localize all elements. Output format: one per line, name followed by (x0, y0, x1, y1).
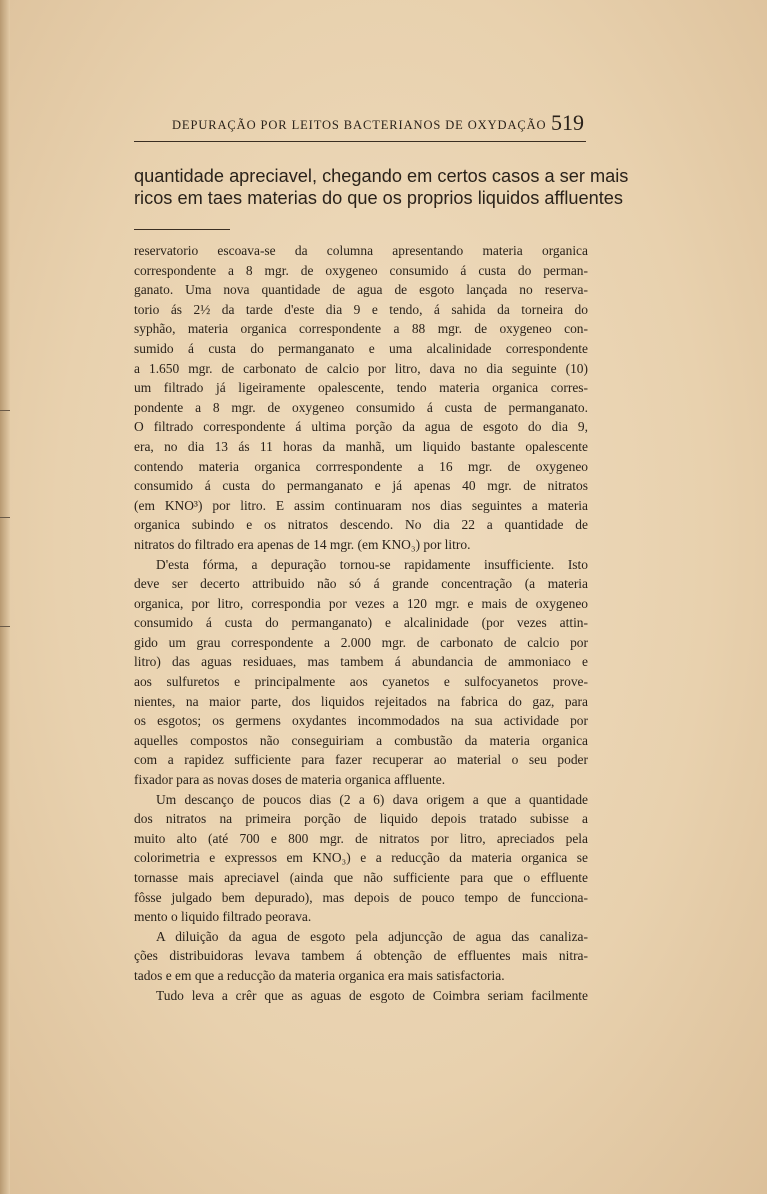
text-line: pondente a 8 mgr. de oxygeneo consumido á custa de permanganato. (134, 399, 588, 415)
text-line: Tudo leva a crêr que as aguas de esgoto de Coimbra seriam facilmente (156, 987, 588, 1003)
running-head: DEPURAÇÃO POR LEITOS BACTERIANOS DE OXYDAÇÃO (172, 118, 547, 132)
text-line: muito alto (até 700 e 800 mgr. de nitratos por litro, apreciados pela (134, 830, 588, 846)
text-line: era, no dia 13 ás 11 horas da manhã, um liquido bastante opalescente (134, 438, 588, 454)
text-line: litro) das aguas residuaes, mas tambem á abundancia de ammoniaco e (134, 654, 588, 670)
text-line: deve ser decerto attribuido não só á grande concentração (a materia (134, 576, 588, 592)
text-line: tornasse mais apreciavel (ainda que não sufficiente para que o effluente (134, 870, 588, 885)
text-line: consumido á custa do permanganato e já apenas 40 mgr. de nitratos (134, 478, 588, 494)
text-line: mento o liquido filtrado peorava. (134, 909, 312, 925)
text-line: um filtrado já ligeiramente opalescente, tendo materia organica corres- (134, 380, 588, 396)
text-line: O filtrado correspondente á ultima porção da agua de esgoto do dia 9, (134, 419, 588, 435)
text-line: consumido á custa do permanganato) e alcalinidade (por vezes attin- (134, 615, 588, 631)
text-line: D'esta fórma, a depuração tornou-se rapidamente insufficiente. Isto (156, 556, 588, 572)
text-line: reservatorio escoava-se da columna apresentando materia organica (134, 243, 588, 258)
lead-line: quantidade apreciavel, chegando em certos casos a ser mais (134, 166, 629, 186)
page-edge (0, 0, 10, 1194)
text-line: Um descanço de poucos dias (2 a 6) dava origem a que a quantidade (156, 791, 588, 807)
text-line: os esgotos; os germens oxydantes incommodados na sua actividade por (134, 713, 588, 729)
text-line: correspondente a 8 mgr. de oxygeneo consumido á custa do perman- (134, 262, 588, 278)
text-line: (em KNO³) por litro. E assim continuaram nos dias seguintes a materia (134, 497, 588, 513)
margin-mark (0, 626, 10, 627)
text-line: colorimetria e expressos em KNO₃) e a reducção da materia organica se (134, 850, 588, 866)
text-line: nientes, na maior parte, dos liquidos rejeitados na fabrica do gaz, para (134, 693, 588, 709)
text-line: sumido á custa do permanganato e uma alcalinidade correspondente (134, 340, 588, 356)
margin-mark (0, 517, 10, 518)
text-line: fixador para as novas doses de materia organica affluente. (134, 772, 446, 788)
text-line: aos sulfuretos e principalmente aos cyanetos e sulfocyanetos prove- (134, 674, 588, 690)
margin-mark (0, 410, 10, 411)
lead-line: ricos em taes materias do que os proprios liquidos affluentes (134, 188, 623, 208)
text-line: aquelles compostos não conseguiriam a combustão da materia organica (134, 732, 588, 748)
page-number: 519 (551, 110, 584, 135)
text-line: dos nitratos na primeira porção de liquido depois tratado subisse a (134, 811, 588, 827)
footnote-rule (134, 229, 230, 230)
body-text (134, 241, 588, 1005)
text-line: organica subindo e os nitratos descendo. No dia 22 a quantidade de (134, 517, 588, 533)
page-header (134, 110, 586, 138)
text-line: nitratos do filtrado era apenas de 14 mgr. (em KNO₃) por litro. (134, 536, 471, 552)
text-line: A diluição da agua de esgoto pela adjuncção de agua das canaliza- (156, 928, 588, 944)
text-line: fôsse julgado bem depurado), mas depois de pouco tempo de funcciona- (134, 889, 588, 905)
text-line: ganato. Uma nova quantidade de agua de esgoto lançada no reserva- (134, 282, 588, 298)
text-line: gido um grau correspondente a 2.000 mgr. de carbonato de calcio por (134, 634, 588, 650)
lead-paragraph (134, 165, 629, 209)
text-line: tados e em que a reducção da materia organica era mais satisfactoria. (134, 967, 505, 983)
text-line: ções distribuidoras levava tambem á obtenção de effluentes mais nitra- (134, 948, 588, 964)
text-line: torio ás 2½ da tarde d'este dia 9 e tendo, á sahida da torneira do (134, 301, 588, 317)
text-line: com a rapidez sufficiente para fazer recuperar ao material o seu poder (134, 752, 588, 768)
text-line: a 1.650 mgr. de carbonato de calcio por litro, dava no dia seguinte (10) (134, 360, 588, 376)
text-line: organica, por litro, correspondia por vezes a 120 mgr. e mais de oxygeneo (134, 595, 588, 611)
text-line: contendo materia organica corrrespondente a 16 mgr. de oxygeneo (134, 458, 588, 474)
header-rule (134, 141, 586, 142)
text-line: syphão, materia organica correspondente a 88 mgr. de oxygeneo con- (134, 321, 588, 337)
